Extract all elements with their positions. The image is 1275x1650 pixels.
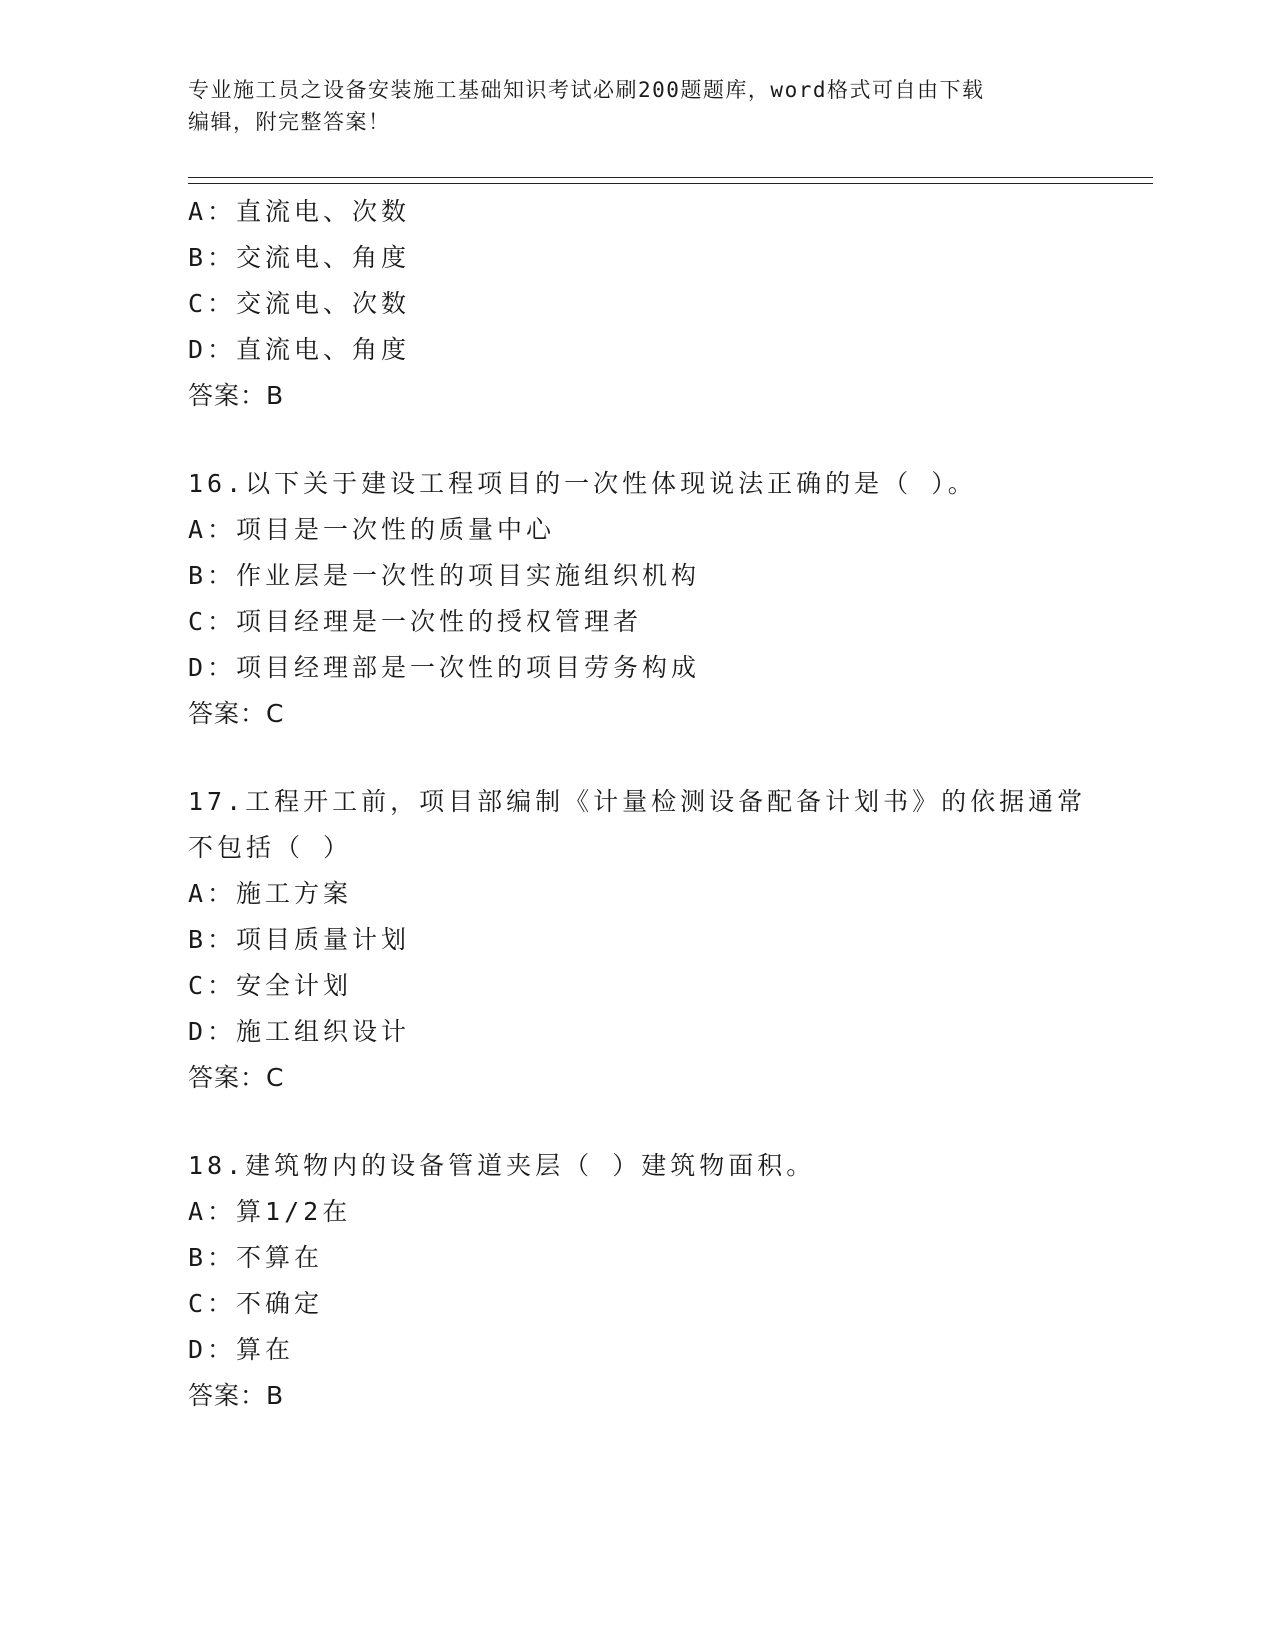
document-header [188,74,1068,138]
option-a: A：算1/2在 [188,1197,352,1226]
option-c: C：不确定 [188,1289,324,1318]
question-stem-line-2: 不包括（ ） [188,833,353,862]
spacer [188,1101,1088,1143]
question-16 [188,461,1088,737]
answer: 答案：C [188,699,285,728]
question-content [188,189,1088,1419]
header-line-2: 编辑，附完整答案！ [188,110,391,134]
question-15 [188,189,1088,419]
spacer [188,737,1088,779]
question-stem-line-1: 17.工程开工前，项目部编制《计量检测设备配备计划书》的依据通常 [188,787,1087,816]
header-divider-bottom [188,183,1153,184]
question-stem: 16.以下关于建设工程项目的一次性体现说法正确的是（ ）。 [188,469,977,498]
header-line-1: 专业施工员之设备安装施工基础知识考试必刷200题题库，word格式可自由下载 [188,78,985,102]
answer: 答案：C [188,1063,285,1092]
answer: 答案：B [188,381,285,410]
header-divider-top [188,177,1153,178]
question-18 [188,1143,1088,1419]
option-b: B：项目质量计划 [188,925,411,954]
option-c: C：交流电、次数 [188,289,411,318]
option-a: A：施工方案 [188,879,353,908]
option-d: D：项目经理部是一次性的项目劳务构成 [188,653,701,682]
option-b: B：作业层是一次性的项目实施组织机构 [188,561,701,590]
option-d: D：施工组织设计 [188,1017,411,1046]
answer: 答案：B [188,1381,285,1410]
option-c: C：项目经理是一次性的授权管理者 [188,607,643,636]
option-a: A：直流电、次数 [188,197,411,226]
option-b: B：交流电、角度 [188,243,411,272]
question-stem: 18.建筑物内的设备管道夹层（ ）建筑物面积。 [188,1151,816,1180]
option-d: D：算在 [188,1335,295,1364]
option-b: B：不算在 [188,1243,324,1272]
question-17 [188,779,1088,1101]
option-d: D：直流电、角度 [188,335,411,364]
option-a: A：项目是一次性的质量中心 [188,515,556,544]
option-c: C：安全计划 [188,971,353,1000]
spacer [188,419,1088,461]
